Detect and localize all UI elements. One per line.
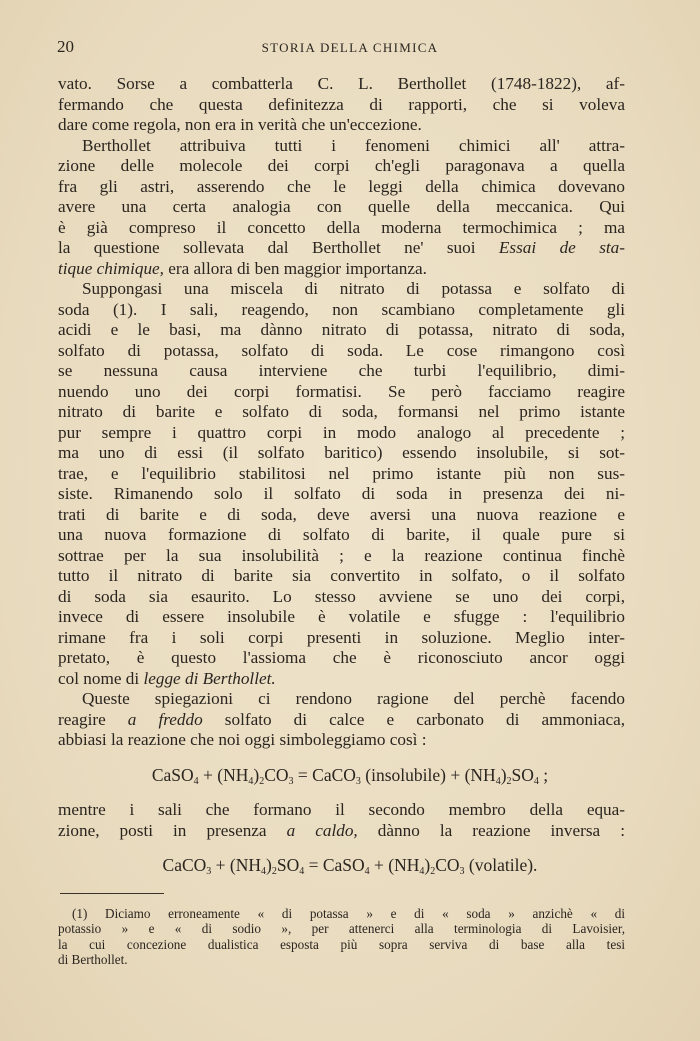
subscript: 3 bbox=[288, 776, 294, 787]
text-segment: zione, posti in presenza bbox=[58, 820, 287, 840]
text-segment: trae, e l'equilibrio stabilitosi nel primo istante più non sus- bbox=[58, 463, 625, 483]
footnote-line bbox=[58, 921, 625, 936]
text-line bbox=[58, 74, 625, 95]
subscript: 2 bbox=[271, 866, 277, 877]
text-line bbox=[58, 423, 625, 444]
text-segment: CaSO bbox=[151, 765, 194, 785]
text-line bbox=[58, 238, 625, 259]
text-segment: era allora di ben maggior importanza. bbox=[163, 258, 427, 278]
text-line bbox=[58, 95, 625, 116]
footnote-line bbox=[58, 906, 625, 921]
subscript: 2 bbox=[430, 866, 436, 877]
running-title: STORIA DELLA CHIMICA bbox=[261, 40, 439, 55]
text-segment: dànno la reazione inversa : bbox=[357, 820, 625, 840]
text-segment: SO bbox=[511, 765, 534, 785]
text-segment: col nome di bbox=[58, 668, 144, 688]
italic-text: Essai de sta- bbox=[498, 238, 625, 257]
text-segment: solfato di potassa, solfato di soda. Le cose rimangono così bbox=[58, 340, 625, 360]
text-line bbox=[58, 382, 625, 403]
subscript: 4 bbox=[193, 776, 199, 787]
text-segment: potassio » e « di sodio », per attenerci alla terminologia di Lavoisier, bbox=[58, 921, 625, 937]
subscript: 4 bbox=[248, 776, 254, 787]
subscript: 4 bbox=[299, 866, 305, 877]
text-line bbox=[58, 821, 625, 842]
text-segment: la questione sollevata dal Berthollet ne' suoi bbox=[58, 238, 499, 257]
subscript: 3 bbox=[206, 866, 212, 877]
text-segment: invece di essere insolubile è volatile e sfugge : l'equilibrio bbox=[58, 607, 625, 626]
text-line bbox=[58, 361, 625, 382]
text-segment: è già compreso il concetto della moderna termochimica ; ma bbox=[58, 217, 625, 237]
text-line bbox=[58, 197, 625, 218]
text-segment: ) bbox=[253, 765, 260, 785]
subscript: 2 bbox=[506, 776, 512, 787]
text-line bbox=[58, 628, 625, 649]
text-segment: di soda sia esaurito. Lo stesso avviene se uno dei corpi, bbox=[58, 586, 625, 606]
text-segment: ) bbox=[424, 855, 431, 875]
page-number: 20 bbox=[57, 37, 74, 56]
text-segment: (insolubile) + (NH bbox=[360, 765, 496, 785]
text-line bbox=[58, 279, 625, 300]
text-segment: avere una certa analogia con quelle della meccanica. Qui bbox=[58, 197, 625, 216]
text-line bbox=[58, 443, 625, 464]
equation-hot-reaction bbox=[0, 855, 700, 877]
text-segment: mentre i sali che formano il secondo membro della equa- bbox=[58, 800, 625, 819]
text-segment: abbiasi la reazione che noi oggi simboleggiamo così : bbox=[58, 730, 427, 749]
text-line bbox=[58, 484, 625, 505]
text-line bbox=[58, 587, 625, 608]
text-line bbox=[58, 669, 625, 690]
subscript: 4 bbox=[419, 866, 425, 877]
text-segment: pretato, è questo l'assioma che è riconosciuto ancor oggi bbox=[58, 648, 625, 667]
text-segment: Queste spiegazioni ci rendono ragione del perchè facendo bbox=[82, 689, 625, 708]
text-segment: + (NH bbox=[211, 855, 262, 875]
text-segment: se nessuna causa interviene che turbi l'equilibrio, dimi- bbox=[58, 361, 625, 380]
text-segment: = CaSO bbox=[304, 855, 365, 875]
text-segment: + (NH bbox=[369, 855, 420, 875]
text-segment: ma uno di essi (il solfato baritico) essendo insolubile, si sot- bbox=[58, 443, 625, 462]
text-segment: ; bbox=[538, 765, 549, 785]
text-line bbox=[58, 710, 625, 731]
text-line bbox=[58, 259, 625, 280]
text-line bbox=[58, 464, 625, 485]
text-line bbox=[58, 156, 625, 177]
text-line bbox=[58, 218, 625, 239]
text-line bbox=[58, 730, 625, 751]
text-segment: reagire bbox=[58, 709, 128, 729]
subscript: 4 bbox=[364, 866, 370, 877]
text-segment: fermando che questa definitezza di rapporti, che si voleva bbox=[58, 94, 625, 114]
text-line bbox=[58, 136, 625, 157]
text-line bbox=[58, 505, 625, 526]
text-line bbox=[58, 177, 625, 198]
text-line bbox=[58, 648, 625, 669]
text-segment: nuendo uno dei corpi formatisi. Se però facciamo reagire bbox=[58, 381, 625, 401]
subscript: 2 bbox=[259, 776, 265, 787]
text-segment: siste. Rimanendo solo il solfato di soda in presenza dei ni- bbox=[58, 484, 625, 503]
text-segment: trati di barite e di soda, deve aversi una nuova reazione e bbox=[58, 504, 625, 524]
footnote-line bbox=[58, 952, 625, 967]
text-segment: sottrae per la sua insolubilità ; e la reazione continua finchè bbox=[58, 545, 625, 565]
italic-text: tique chimique, bbox=[58, 258, 164, 278]
text-segment: la cui concezione dualistica esposta più sopra serviva di base alla tesi bbox=[58, 936, 625, 952]
text-segment: ) bbox=[266, 855, 272, 875]
italic-text: a caldo, bbox=[286, 820, 358, 840]
body-text bbox=[58, 74, 625, 751]
text-segment: tutto il nitrato di barite sia convertito in solfato, o il solfato bbox=[58, 566, 625, 585]
text-segment: rimane fra i soli corpi presenti in soluzione. Meglio inter- bbox=[58, 627, 625, 647]
equation-cold-reaction bbox=[0, 765, 700, 787]
text-line bbox=[58, 115, 625, 136]
text-segment: fra gli astri, asserendo che le leggi della chimica dovevano bbox=[58, 176, 625, 196]
text-segment: ) bbox=[500, 765, 507, 785]
text-segment: CaCO bbox=[162, 855, 207, 875]
footnote bbox=[58, 906, 625, 967]
text-line bbox=[58, 607, 625, 628]
text-segment: (1) Diciamo erroneamente « di potassa » e di « soda » anzichè « di bbox=[72, 906, 625, 921]
subscript: 4 bbox=[261, 866, 267, 877]
text-line bbox=[58, 800, 625, 821]
text-segment: (volatile). bbox=[464, 855, 538, 875]
text-segment: Suppongasi una miscela di nitrato di potassa e solfato di bbox=[82, 279, 625, 298]
text-line bbox=[58, 689, 625, 710]
text-segment: una nuova formazione di solfato di barite, il quale pure si bbox=[58, 525, 625, 544]
text-segment: SO bbox=[276, 855, 300, 875]
subscript: 3 bbox=[459, 866, 465, 877]
body-text-continued bbox=[58, 800, 625, 841]
text-line bbox=[58, 341, 625, 362]
text-segment: CO bbox=[264, 765, 289, 785]
text-segment: soda (1). I sali, reagendo, non scambiano completamente gli bbox=[58, 299, 625, 319]
text-line bbox=[58, 546, 625, 567]
text-segment: = CaCO bbox=[293, 765, 356, 785]
footnote-line bbox=[58, 937, 625, 952]
text-segment: pur sempre i quattro corpi in modo analogo al precedente ; bbox=[58, 422, 625, 442]
text-segment: di Berthollet. bbox=[58, 951, 128, 967]
text-line bbox=[58, 300, 625, 321]
text-segment: nitrato di barite e solfato di soda, formansi nel primo istante bbox=[58, 402, 625, 421]
text-segment: zione delle molecole dei corpi ch'egli paragonava a quella bbox=[58, 156, 625, 175]
subscript: 4 bbox=[495, 776, 501, 787]
text-segment: acidi e le basi, ma dànno nitrato di potassa, nitrato di soda, bbox=[58, 320, 625, 339]
text-segment: vato. Sorse a combatterla C. L. Berthollet (1748-1822), af- bbox=[58, 74, 625, 93]
footnote-divider bbox=[60, 893, 164, 894]
italic-text: legge di Berthollet. bbox=[143, 668, 276, 688]
text-segment: CO bbox=[435, 855, 460, 875]
text-segment: solfato di calce e carbonato di ammoniaca, bbox=[202, 709, 625, 729]
text-line bbox=[58, 525, 625, 546]
text-line bbox=[58, 402, 625, 423]
text-segment: dare come regola, non era in verità che un'eccezione. bbox=[58, 115, 422, 134]
italic-text: a freddo bbox=[127, 709, 203, 729]
text-line bbox=[58, 566, 625, 587]
subscript: 4 bbox=[533, 776, 539, 787]
subscript: 3 bbox=[355, 776, 361, 787]
text-line bbox=[58, 320, 625, 341]
text-segment: + (NH bbox=[198, 765, 249, 785]
text-segment: Berthollet attribuiva tutti i fenomeni chimici all' attra- bbox=[82, 135, 625, 155]
